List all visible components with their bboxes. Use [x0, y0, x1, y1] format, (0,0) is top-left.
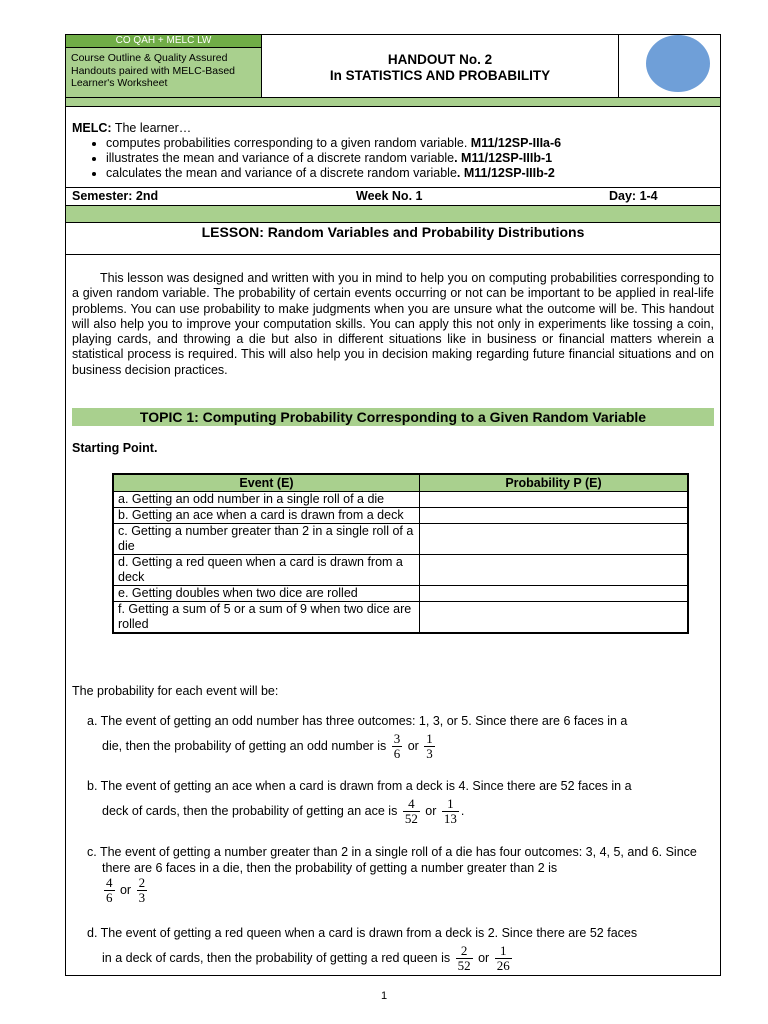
lesson-title: LESSON: Random Variables and Probability Distributions — [201, 224, 585, 240]
starting-point-label: Starting Point. — [72, 441, 158, 455]
melc-intro: The learner… — [111, 121, 192, 135]
title-line-1: HANDOUT No. 2 — [387, 52, 493, 67]
header-description: Course Outline & Quality Assured Handouts paired with MELC-Based Learner's Worksheet — [71, 52, 236, 89]
divider-line — [66, 187, 720, 188]
probability-cell — [420, 492, 689, 508]
semester-label: Semester: 2nd — [72, 189, 159, 203]
probability-cell — [420, 555, 689, 586]
event-cell: e. Getting doubles when two dice are rolled — [113, 586, 420, 602]
event-cell: a. Getting an odd number in a single roll of a die — [113, 492, 420, 508]
column-header-probability: Probability P (E) — [420, 474, 689, 492]
melc-section — [72, 121, 712, 181]
events-table — [112, 473, 689, 634]
probability-cell — [420, 602, 689, 634]
table-row — [113, 492, 688, 508]
melc-list — [72, 136, 712, 181]
fraction: $\frac{1}{3}$ — [426, 730, 433, 761]
event-cell: b. Getting an ace when a card is drawn from a deck — [113, 508, 420, 524]
probability-cell — [420, 508, 689, 524]
event-cell: f. Getting a sum of 5 or a sum of 9 when two dice are rolled — [113, 602, 420, 634]
table-header-row — [113, 474, 688, 492]
answer-b: b. The event of getting an ace when a card is drawn from a deck is 4. Since there are 52 faces in a deck of cards, then the probability of getting an ace is $\frac{4}{52}$ or $\frac{1}{13}$ . — [87, 779, 632, 826]
topic-title: TOPIC 1: Computing Probability Corresponding to a Given Random Variable — [72, 408, 714, 426]
day-label: Day: 1-4 — [609, 189, 658, 203]
melc-item: • illustrates the mean and variance of a discrete random variable. M11/12SP-IIIb-1 — [106, 151, 712, 166]
melc-item: • calculates the mean and variance of a discrete random variable. M11/12SP-IIIb-2 — [106, 166, 712, 181]
fraction: $\frac{2}{3}$ — [138, 875, 146, 905]
answer-a: a. The event of getting an odd number has three outcomes: 1, 3, or 5. Since there are 6 faces in a die, then the probability of getting an odd number is $\frac{3}{6}$ or $\frac{1}{3}$ — [87, 714, 628, 761]
event-cell: c. Getting a number greater than 2 in a single roll of a die — [113, 524, 420, 555]
header-tag: CO QAH + MELC LW — [66, 35, 261, 48]
divider-line — [66, 254, 720, 255]
header-left-panel — [66, 35, 262, 97]
page-number: 1 — [380, 990, 388, 1002]
table-row — [113, 555, 688, 586]
table-row — [113, 508, 688, 524]
table-row — [113, 586, 688, 602]
fraction: $\frac{2}{52}$ — [457, 942, 471, 973]
header-title — [262, 35, 618, 97]
fraction: $\frac{1}{26}$ — [496, 942, 510, 973]
answer-c: c. The event of getting a number greater than 2 in a single roll of a die has four outcomes: 3, 4, 5, and 6. Since there are 6 faces in a die, then the probability of getting a number greater than 2 is $\frac{4}{6}$ or $\frac{2}{3}$ — [87, 845, 697, 905]
fraction: $\frac{4}{6}$ — [106, 875, 113, 905]
week-label: Week No. 1 — [356, 189, 423, 203]
event-cell: d. Getting a red queen when a card is drawn from a deck — [113, 555, 420, 586]
table-row — [113, 602, 688, 634]
melc-item: • computes probabilities corresponding to a given random variable. M11/12SP-IIIa-6 — [106, 136, 712, 151]
probability-cell — [420, 524, 689, 555]
probability-intro: The probability for each event will be: — [72, 684, 279, 698]
handout-frame — [65, 34, 721, 976]
fraction: $\frac{4}{52}$ — [404, 795, 418, 826]
column-header-event: Event (E) — [113, 474, 420, 492]
green-divider-2 — [66, 206, 720, 223]
table-row — [113, 524, 688, 555]
answer-d: d. The event of getting a red queen when a card is drawn from a deck is 2. Since there are 52 faces in a deck of cards, then the probability of getting a red queen is $\frac{2}{52}$ or $\frac{1}{26}$ — [87, 926, 638, 973]
green-divider-1 — [66, 98, 720, 107]
probability-cell — [420, 586, 689, 602]
melc-label: MELC: — [72, 121, 112, 135]
intro-paragraph: This lesson was designed and written with you in mind to help you on computing probabilities corresponding to a given random variable. The probability of certain events occurring or not can be important to be applied in real-life problems. You can use probability to make judgments when you are unsure what the outcome will be. This handout will also help you to improve your computation skills. You can apply this not only in experiments like tossing a coin, playing cards, and throwing a die but also in different situations like in business or financial matters wherein a statistical process is required. This will also help you in decision making regarding future financial situations and on business decision practices. — [72, 271, 714, 377]
school-logo — [646, 35, 710, 92]
fraction: $\frac{1}{13}$ — [443, 795, 457, 826]
title-line-2: In STATISTICS AND PROBABILITY — [329, 68, 551, 83]
fraction: $\frac{3}{6}$ — [393, 730, 401, 761]
handout-header — [66, 35, 720, 98]
header-logo-cell — [618, 35, 721, 97]
